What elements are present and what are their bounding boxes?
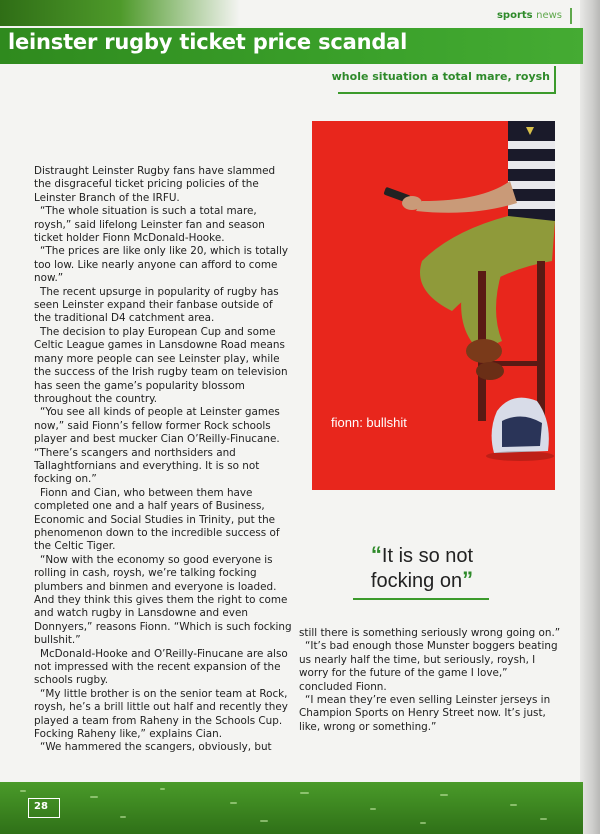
page-number: 28: [34, 801, 48, 812]
grass-speck: [510, 804, 517, 806]
arm: [416, 181, 517, 213]
grass-speck: [420, 822, 426, 824]
grass-speck: [20, 790, 26, 792]
shirt-stripe: [508, 181, 555, 189]
grass-speck: [230, 802, 237, 804]
article-paragraph: Fionn and Cian, who between them have completed one and a half years of Business, Economic and Social Studies in Trinity, put the phenomenon down to the incredible success of the Celtic Tiger.: [34, 486, 280, 553]
article-subtitle: whole situation a total mare, roysh: [331, 70, 550, 83]
section-label: [497, 10, 562, 21]
article-title: leinster rugby ticket price scandal: [8, 30, 408, 54]
page-edge: [580, 0, 600, 834]
pull-quote-rule: [353, 598, 489, 600]
grass-speck: [440, 794, 448, 796]
article-paragraph: “The whole situation is such a total mare, roysh,” said lifelong Leinster fan and season ticket holder Fionn McDonald-Hooke.: [34, 205, 265, 245]
grass-speck: [90, 796, 98, 798]
article-paragraph: “I mean they’re even selling Leinster jerseys in Champion Sports on Henry Street now. It’s just, like, wrong or something.”: [299, 694, 551, 733]
grass-speck: [540, 818, 547, 820]
article-body: [34, 165, 292, 755]
fan-illustration: [312, 121, 555, 490]
article-paragraph: “My little brother is on the senior team at Rock, roysh, he’s a brill little out half and recently they played a team from Raheny in the Schools Cup. Focking Raheny like,” explains Cian.: [34, 687, 288, 741]
article-paragraph: McDonald-Hooke and O’Reilly-Finucane are also not impressed with the recent expansion of the schools rugby.: [34, 647, 288, 687]
open-quote-mark: “: [370, 542, 382, 567]
article-paragraph: still there is something seriously wrong going on.”: [299, 627, 561, 639]
grass-speck: [300, 792, 309, 794]
article-paragraph: The recent upsurge in popularity of rugby has seen Leinster expand their fanbase outside of the traditional D4 catchment area.: [34, 285, 279, 325]
article-paragraph: “The prices are like only like 20, which is totally too low. Like nearly anyone can afford to come now.”: [34, 245, 289, 285]
close-quote-mark: ”: [462, 567, 474, 592]
shoe: [476, 362, 504, 380]
pull-quote-line-2: [352, 568, 492, 593]
article-paragraph: The decision to play European Cup and some Celtic League games in Lansdowne Road means many more people can see Leinster play, while the success of the Irish rugby team on television has seen the game’s popularity blossom throughout the country.: [34, 325, 288, 405]
shoe: [466, 339, 502, 363]
hand: [402, 196, 422, 210]
shirt-stripe: [508, 161, 555, 169]
shadow: [486, 451, 554, 461]
section-label-bold: sports: [496, 10, 533, 21]
pull-quote-text-2: focking on: [370, 570, 463, 592]
pull-quote: [352, 543, 492, 593]
grass-speck: [160, 788, 165, 790]
article-paragraph: “We hammered the scangers, obviously, but: [40, 741, 272, 754]
section-label-light: news: [536, 10, 562, 21]
pull-quote-line-1: [352, 543, 492, 568]
shirt-stripe: [508, 141, 555, 149]
pull-quote-text-1: It is so not: [381, 545, 474, 567]
article-paragraph: “Now with the economy so good everyone is rolling in cash, roysh, we’re talking focking plumbers and binmen and everyone is loaded. And they think this gives them the right to come and watch rugby in Lansdowne and even Donnyers,” reasons Fionn. “Which is such focking bullshit.”: [34, 553, 292, 647]
stool-leg: [537, 261, 545, 421]
article-paragraph: “You see all kinds of people at Leinster games now,” said Fionn’s fellow former Rock schools player and best mucker Cian O’Reilly-Finucane. “There’s scangers and northsiders and Tallaghtfornians and everything. It is so not focking on.”: [34, 406, 280, 486]
top-grass-banner: [0, 0, 240, 26]
bag-panel: [502, 416, 542, 447]
article-photo: [312, 121, 555, 490]
grass-speck: [120, 816, 126, 818]
grass-speck: [260, 820, 268, 822]
section-divider: [570, 8, 572, 24]
article-body-column-2: [299, 627, 561, 734]
article-paragraph: “It’s bad enough those Munster boggers beating us nearly half the time, but seriously, roysh, I worry for the future of the game I love,” concluded Fionn.: [299, 640, 558, 693]
article-paragraph: Distraught Leinster Rugby fans have slammed the disgraceful ticket pricing policies of the Leinster Branch of the IRFU.: [34, 165, 276, 204]
bottom-grass-banner: [0, 782, 583, 834]
photo-caption: fionn: bullshit: [331, 415, 407, 430]
grass-speck: [370, 808, 376, 810]
